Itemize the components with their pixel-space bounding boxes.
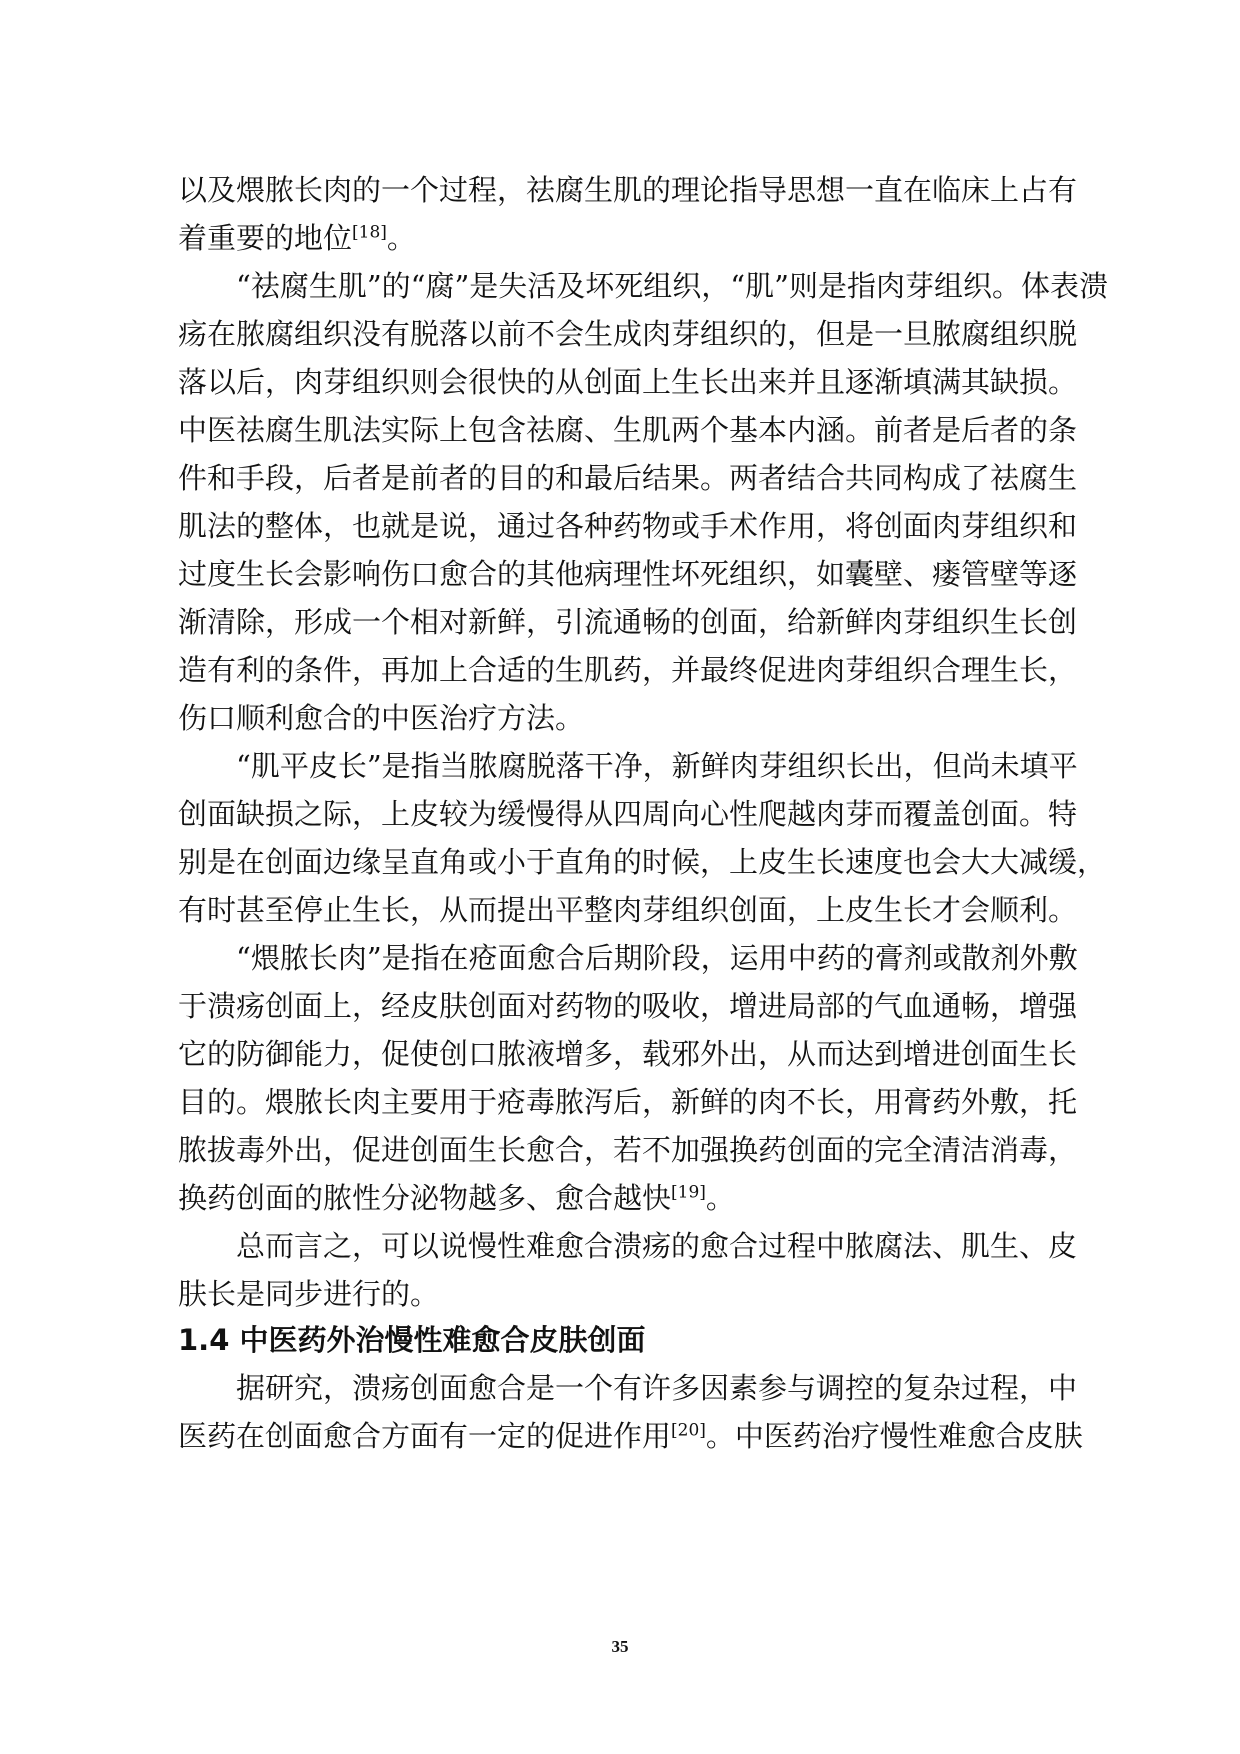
citation-ref: [19] (671, 1182, 706, 1203)
citation-ref: [18] (352, 222, 387, 243)
text-line: 着重要的地位[18]。 (178, 221, 416, 255)
text-line: “煨脓长肉”是指在疮面愈合后期阶段，运用中药的膏剂或散剂外敷 (236, 941, 1078, 975)
text-line: 以及煨脓长肉的一个过程，祛腐生肌的理论指导思想一直在临床上占有 (178, 173, 1078, 207)
text-line: 目的。煨脓长肉主要用于疮毒脓泻后，新鲜的肉不长，用膏药外敷，托 (178, 1085, 1078, 1119)
text-line: 脓拔毒外出，促进创面生长愈合，若不加强换药创面的完全清洁消毒， (178, 1133, 1078, 1167)
text-line: 换药创面的脓性分泌物越多、愈合越快[19]。 (178, 1181, 735, 1215)
text-line: 医药在创面愈合方面有一定的促进作用[20]。中医药治疗慢性难愈合皮肤 (178, 1419, 1083, 1453)
text-line: 总而言之，可以说慢性难愈合溃疡的愈合过程中脓腐法、肌生、皮 (236, 1229, 1078, 1263)
text-line: 造有利的条件，再加上合适的生肌药，并最终促进肉芽组织合理生长， (178, 653, 1078, 687)
text-line: 肤长是同步进行的。 (178, 1277, 440, 1311)
text-line: 渐清除，形成一个相对新鲜，引流通畅的创面，给新鲜肉芽组织生长创 (178, 605, 1078, 639)
citation-ref: [20] (671, 1420, 706, 1441)
text-line: 件和手段，后者是前者的目的和最后结果。两者结合共同构成了祛腐生 (178, 461, 1078, 495)
text-line: 创面缺损之际，上皮较为缓慢得从四周向心性爬越肉芽而覆盖创面。特 (178, 797, 1078, 831)
text-line: 它的防御能力，促使创口脓液增多，载邪外出，从而达到增进创面生长 (178, 1037, 1078, 1071)
text-line: 过度生长会影响伤口愈合的其他病理性坏死组织，如囊壁、瘘管壁等逐 (178, 557, 1078, 591)
text-line: 肌法的整体，也就是说，通过各种药物或手术作用，将创面肉芽组织和 (178, 509, 1078, 543)
text-line: 伤口顺利愈合的中医治疗方法。 (178, 701, 585, 735)
text-line: 中医祛腐生肌法实际上包含祛腐、生肌两个基本内涵。前者是后者的条 (178, 413, 1078, 447)
section-heading: 1.4 中医药外治慢性难愈合皮肤创面 (178, 1323, 646, 1357)
text-line: 疡在脓腐组织没有脱落以前不会生成肉芽组织的，但是一旦脓腐组织脱 (178, 317, 1078, 351)
text-line: 落以后，肉芽组织则会很快的从创面上生长出来并且逐渐填满其缺损。 (178, 365, 1078, 399)
text-line: “肌平皮长”是指当脓腐脱落干净，新鲜肉芽组织长出，但尚未填平 (236, 749, 1078, 783)
text-line: 于溃疡创面上，经皮肤创面对药物的吸收，增进局部的气血通畅，增强 (178, 989, 1078, 1023)
text-line: 别是在创面边缘呈直角或小于直角的时候，上皮生长速度也会大大减缓， (178, 845, 1107, 879)
page-number: 35 (611, 1637, 629, 1656)
text-line: 据研究，溃疡创面愈合是一个有许多因素参与调控的复杂过程，中 (236, 1371, 1078, 1405)
text-line: 有时甚至停止生长，从而提出平整肉芽组织创面，上皮生长才会顺利。 (178, 893, 1078, 927)
text-line: “祛腐生肌”的“腐”是失活及坏死组织，“肌”则是指肉芽组织。体表溃 (236, 269, 1108, 303)
